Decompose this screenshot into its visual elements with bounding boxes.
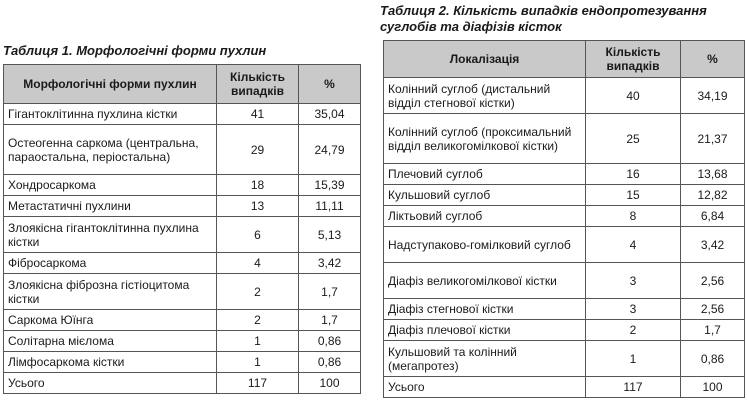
row-label-cell: Діафіз плечової кістки: [384, 320, 586, 341]
table-row: [384, 263, 745, 299]
count-cell: 1: [217, 331, 299, 352]
count-cell: 117: [217, 373, 299, 394]
percent-cell: 6,84: [681, 206, 745, 227]
table-row: [4, 175, 361, 196]
count-cell: 16: [586, 164, 681, 185]
percent-cell: 3,42: [299, 253, 361, 274]
row-label-cell: Діафіз стегнової кістки: [384, 299, 586, 320]
count-cell: 2: [217, 274, 299, 310]
table1-caption: Таблиця 1. Морфологічні форми пухлин: [3, 43, 267, 58]
table-row: [4, 196, 361, 217]
row-label-cell: Кульшовий та колінний (мегапротез): [384, 341, 586, 377]
column-header: %: [299, 65, 361, 104]
table-row: [384, 341, 745, 377]
table2-caption: Таблиця 2. Кількість випадків ендопротезування суглобів та діафізів кісток: [380, 3, 707, 34]
table-row: [384, 185, 745, 206]
count-cell: 29: [217, 125, 299, 175]
column-header: Кількість випадків: [586, 41, 681, 78]
table-row: [384, 299, 745, 320]
row-label-cell: Хондросаркома: [4, 175, 217, 196]
count-cell: 8: [586, 206, 681, 227]
count-cell: 15: [586, 185, 681, 206]
table-row: [384, 78, 745, 114]
percent-cell: 2,56: [681, 263, 745, 299]
count-cell: 2: [586, 320, 681, 341]
row-label-cell: Діафіз великогомілкової кістки: [384, 263, 586, 299]
count-cell: 40: [586, 78, 681, 114]
table-row: [4, 274, 361, 310]
table-row: [4, 104, 361, 125]
table-row: [384, 377, 745, 398]
row-label-cell: Саркома Юїнга: [4, 310, 217, 331]
table-row: [4, 373, 361, 394]
percent-cell: 0,86: [299, 331, 361, 352]
table-row: [384, 114, 745, 164]
percent-cell: 15,39: [299, 175, 361, 196]
table-row: [384, 164, 745, 185]
percent-cell: 1,7: [299, 274, 361, 310]
table-row: [4, 331, 361, 352]
column-header: %: [681, 41, 745, 78]
row-label-cell: Надступаково-гомілковий суглоб: [384, 227, 586, 263]
percent-cell: 21,37: [681, 114, 745, 164]
percent-cell: 35,04: [299, 104, 361, 125]
table-row: [384, 227, 745, 263]
table-row: [4, 352, 361, 373]
percent-cell: 3,42: [681, 227, 745, 263]
row-label-cell: Кульшовий суглоб: [384, 185, 586, 206]
row-label-cell: Фібросаркома: [4, 253, 217, 274]
row-label-cell: Плечовий суглоб: [384, 164, 586, 185]
count-cell: 2: [217, 310, 299, 331]
row-label-cell: Метастатичні пухлини: [4, 196, 217, 217]
row-label-cell: Гігантоклітинна пухлина кістки: [4, 104, 217, 125]
row-label-cell: Злоякісна гігантоклітинна пухлина кістки: [4, 217, 217, 253]
percent-cell: 34,19: [681, 78, 745, 114]
column-header: Локалізація: [384, 41, 586, 78]
percent-cell: 0,86: [681, 341, 745, 377]
morphology-table: [3, 64, 361, 394]
percent-cell: 100: [299, 373, 361, 394]
count-cell: 3: [586, 263, 681, 299]
percent-cell: 13,68: [681, 164, 745, 185]
percent-cell: 12,82: [681, 185, 745, 206]
percent-cell: 100: [681, 377, 745, 398]
percent-cell: 11,11: [299, 196, 361, 217]
count-cell: 4: [586, 227, 681, 263]
endoprosthesis-table: [383, 40, 745, 398]
row-label-cell: Остеогенна саркома (центральна, параостальна, періостальна): [4, 125, 217, 175]
percent-cell: 24,79: [299, 125, 361, 175]
count-cell: 1: [586, 341, 681, 377]
column-header: Морфологічні форми пухлин: [4, 65, 217, 104]
count-cell: 18: [217, 175, 299, 196]
count-cell: 117: [586, 377, 681, 398]
table-row: [4, 310, 361, 331]
count-cell: 3: [586, 299, 681, 320]
column-header: Кількість випадків: [217, 65, 299, 104]
row-label-cell: Лімфосаркома кістки: [4, 352, 217, 373]
percent-cell: 0,86: [299, 352, 361, 373]
row-label-cell: Колінний суглоб (проксимальний відділ великогомілкової кістки): [384, 114, 586, 164]
percent-cell: 1,7: [299, 310, 361, 331]
table-row: [4, 217, 361, 253]
table-row: [384, 320, 745, 341]
table-row: [4, 125, 361, 175]
row-label-cell: Ліктьовий суглоб: [384, 206, 586, 227]
row-label-cell: Злоякісна фіброзна гістіоцитома кістки: [4, 274, 217, 310]
percent-cell: 5,13: [299, 217, 361, 253]
count-cell: 1: [217, 352, 299, 373]
row-label-cell: Колінний суглоб (дистальний відділ стегнової кістки): [384, 78, 586, 114]
count-cell: 6: [217, 217, 299, 253]
table-row: [4, 253, 361, 274]
row-label-cell: Солітарна мієлома: [4, 331, 217, 352]
table-row: [384, 206, 745, 227]
count-cell: 13: [217, 196, 299, 217]
percent-cell: 2,56: [681, 299, 745, 320]
count-cell: 25: [586, 114, 681, 164]
count-cell: 41: [217, 104, 299, 125]
count-cell: 4: [217, 253, 299, 274]
row-label-cell: Усього: [384, 377, 586, 398]
row-label-cell: Усього: [4, 373, 217, 394]
percent-cell: 1,7: [681, 320, 745, 341]
